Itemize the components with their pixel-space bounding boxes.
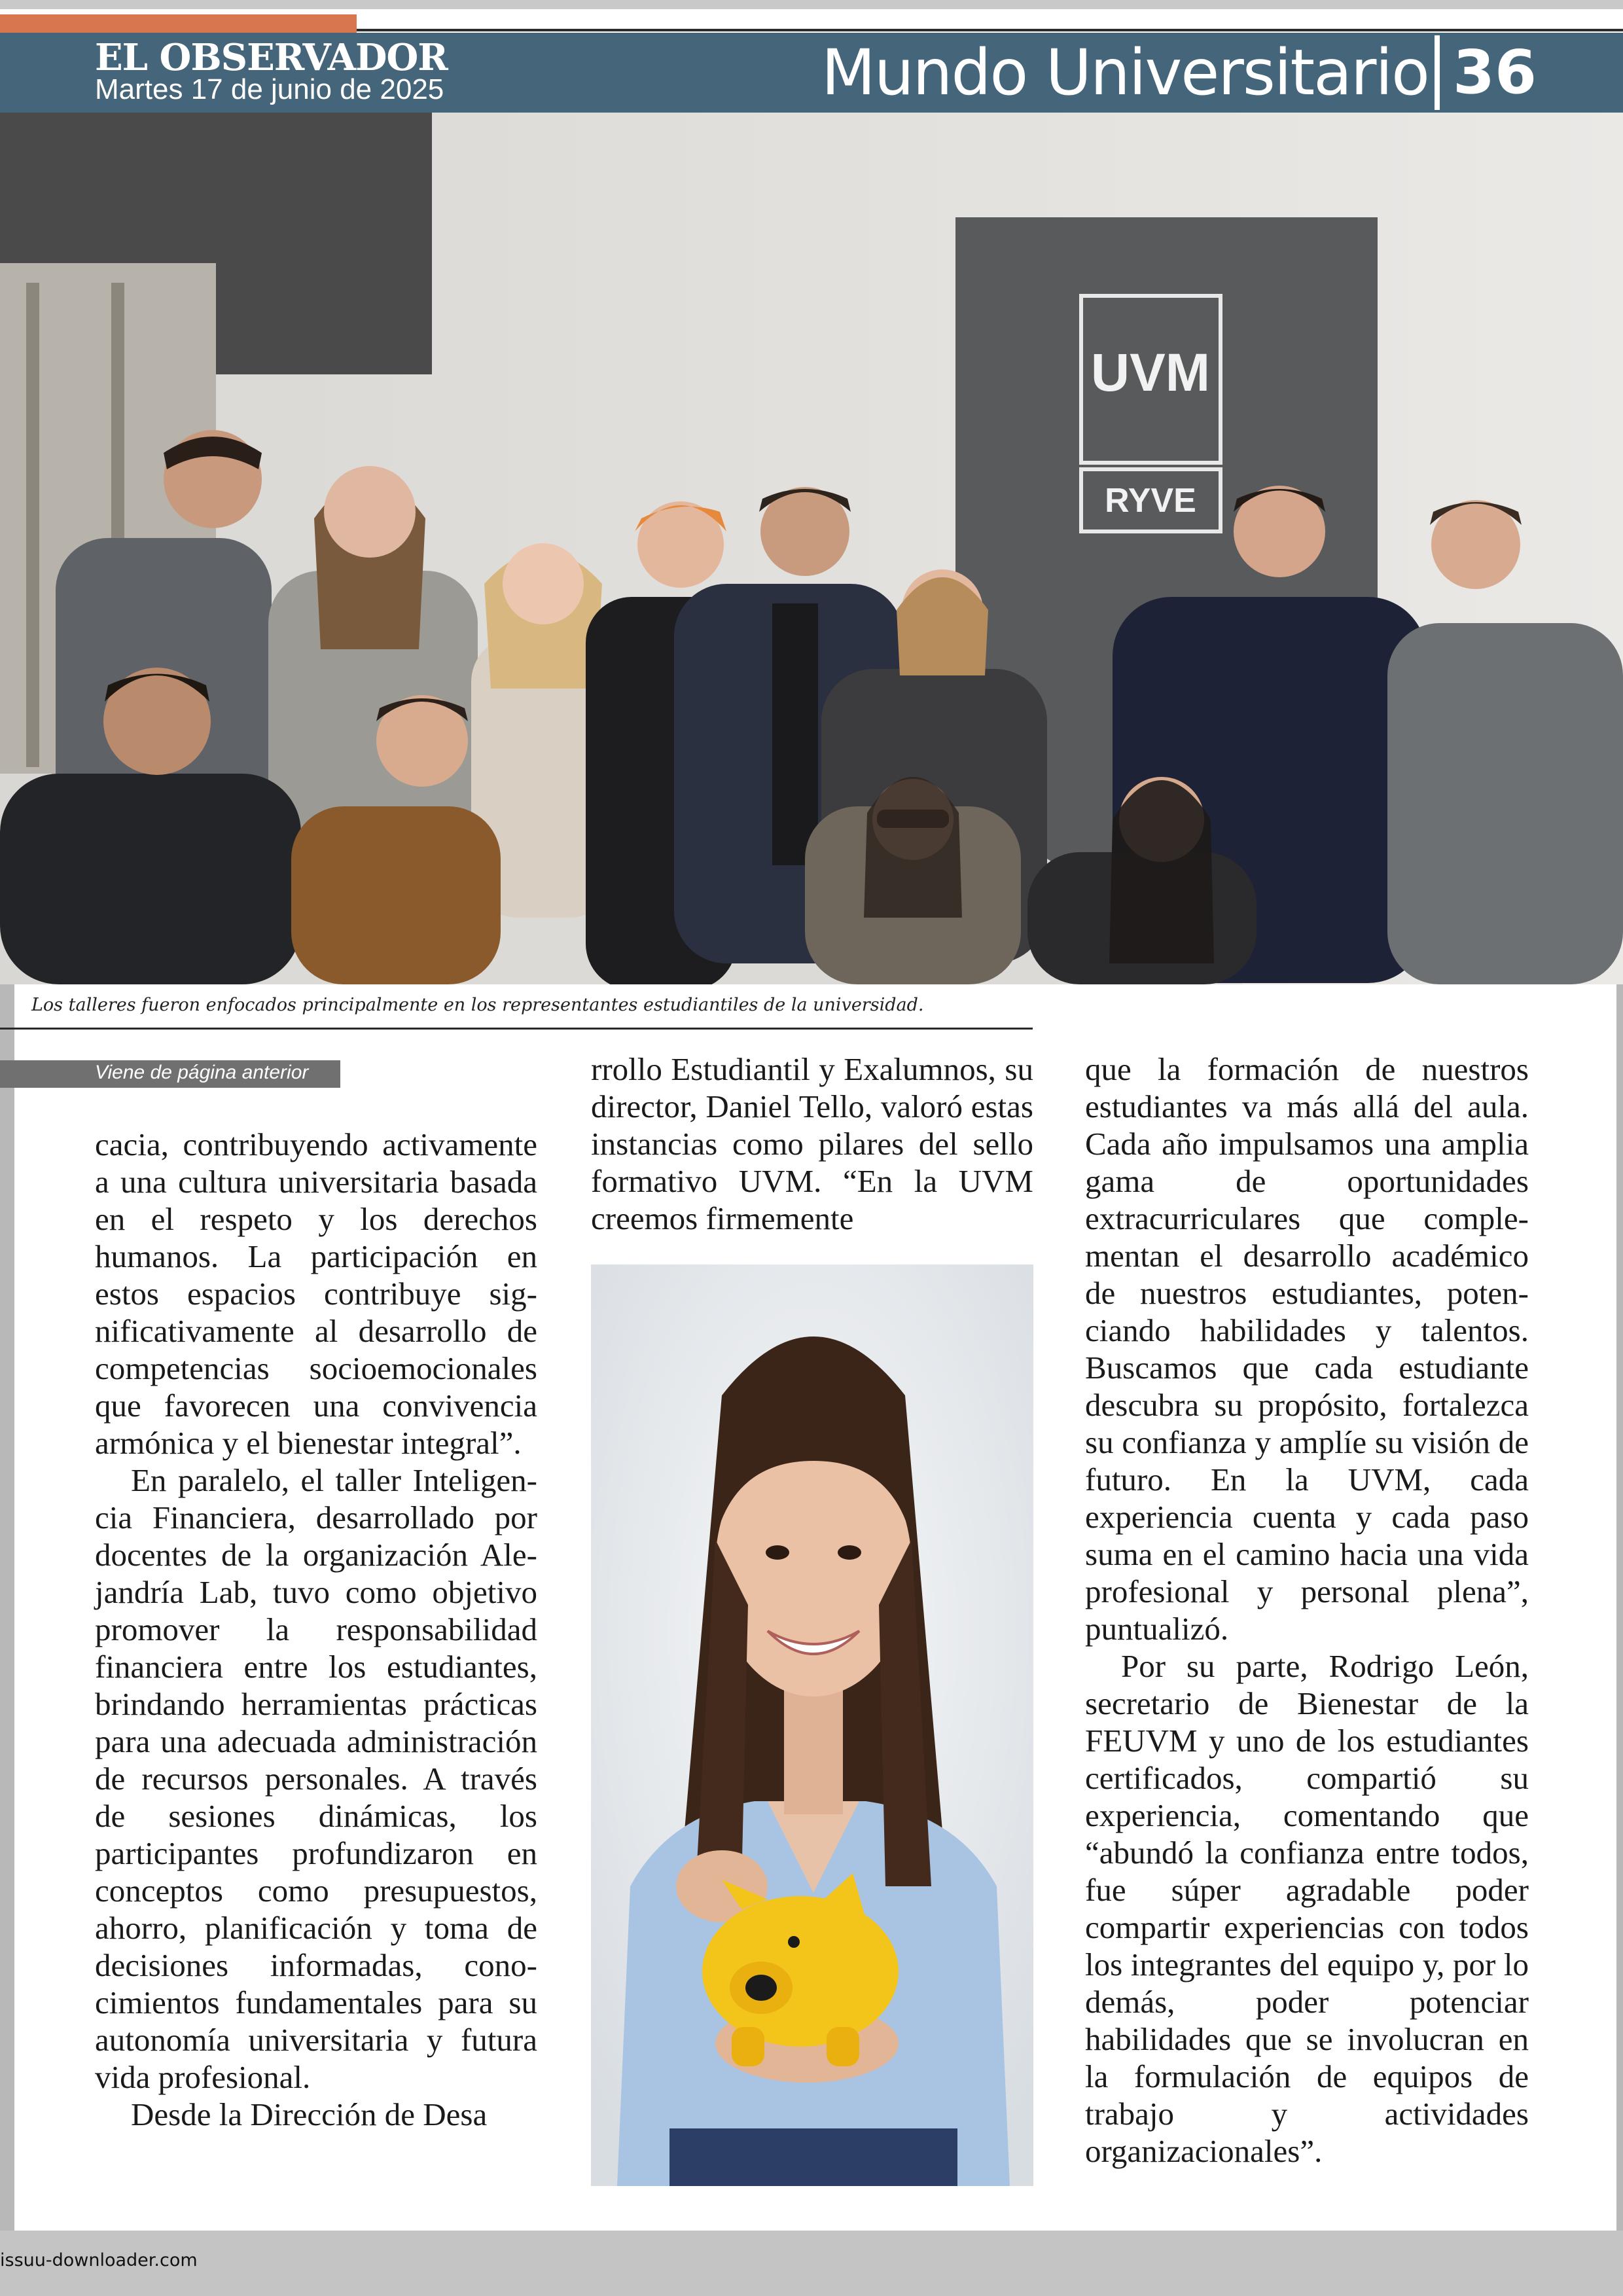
sign-brand-text: UVM [1090,343,1211,403]
paragraph: que la formación de nuestros estudiantes va más allá del aula. Cada año impulsamos una amplia gama de oportunidades extracurriculares que complementan el desarrollo académico de nuestros estudiantes, potenciando habilidades y talentos. Buscamos que cada estudiante descubra su propósito, fortalezca su confianza y amplíe su visión de futuro. En la UVM, cada experiencia cuenta y cada paso suma en el camino hacia una vida profesional y personal plena”, puntualizó. [1085,1051,1529,1647]
page-bottom-band [0,2231,1623,2296]
group-photo [0,113,1623,984]
footer-credit[interactable]: issuu-downloader.com [0,2250,198,2270]
paragraph: En paralelo, el taller Inteligencia Financiera, desarrollado por docentes de la organización Alejandría Lab, tuvo como objetivo promover la responsabilidad financiera entre los estudiantes, brindando herramientas prácticas para una adecuada administración de recursos personales. A través de sesiones dinámicas, los participantes profundizaron en conceptos como presupuestos, ahorro, planificación y toma de decisiones informadas, conocimientos fundamentales para su autonomía universitaria y futura vida profesional. [95,1462,537,2095]
section-title: Mundo Universitario [821,36,1429,109]
paragraph: rrollo Estudiantil y Exalumnos, su director, Daniel Tello, valoró estas instancias como pilares del sello formativo UVM. “En la UVM creemos firmemente [591,1051,1033,1236]
paragraph: Por su parte, Rodrigo León, secretario de Bienestar de la FEUVM y uno de los estudiantes certificados, compartió su experiencia, comentando que “abundó la confianza entre todos, fue súper agradable poder compartir experiencias con todos los integrantes del equipo y, por lo demás, poder potenciar habilidades que se involucran en la formulación de equipos de trabajo y actividades organizacionales”. [1085,1648,1529,2169]
header-accent-bar [0,14,357,33]
article-column-1 [95,1126,537,2133]
paragraph: cacia, contribuyendo activamente a una cultura universitaria basada en el respeto y los derechos humanos. La participación en estos espacios contribuye significativamente al desarrollo de competencias socioemocionales que favorecen una convivencia armónica y el bienestar integral”. [95,1126,537,1461]
header-rule [357,29,1623,31]
page-top-strip [0,0,1623,9]
article-column-3 [1085,1050,1529,2170]
photo-caption: Los talleres fueron enfocados principalmente en los representantes estudiantiles de la universidad. [31,995,924,1015]
publication-name: EL OBSERVADOR [95,36,448,79]
page-number: 36 [1453,37,1537,107]
continued-label: Viene de página anterior [95,1062,309,1083]
header-divider [1435,35,1440,110]
publication-date: Martes 17 de junio de 2025 [95,73,444,105]
sign-sub-text: RYVE [1105,482,1196,520]
caption-rule [0,1028,1033,1030]
article-column-2 [591,1050,1033,1237]
paragraph: Desde la Dirección de Desa [131,2096,488,2132]
piggy-bank-photo [591,1265,1033,2186]
